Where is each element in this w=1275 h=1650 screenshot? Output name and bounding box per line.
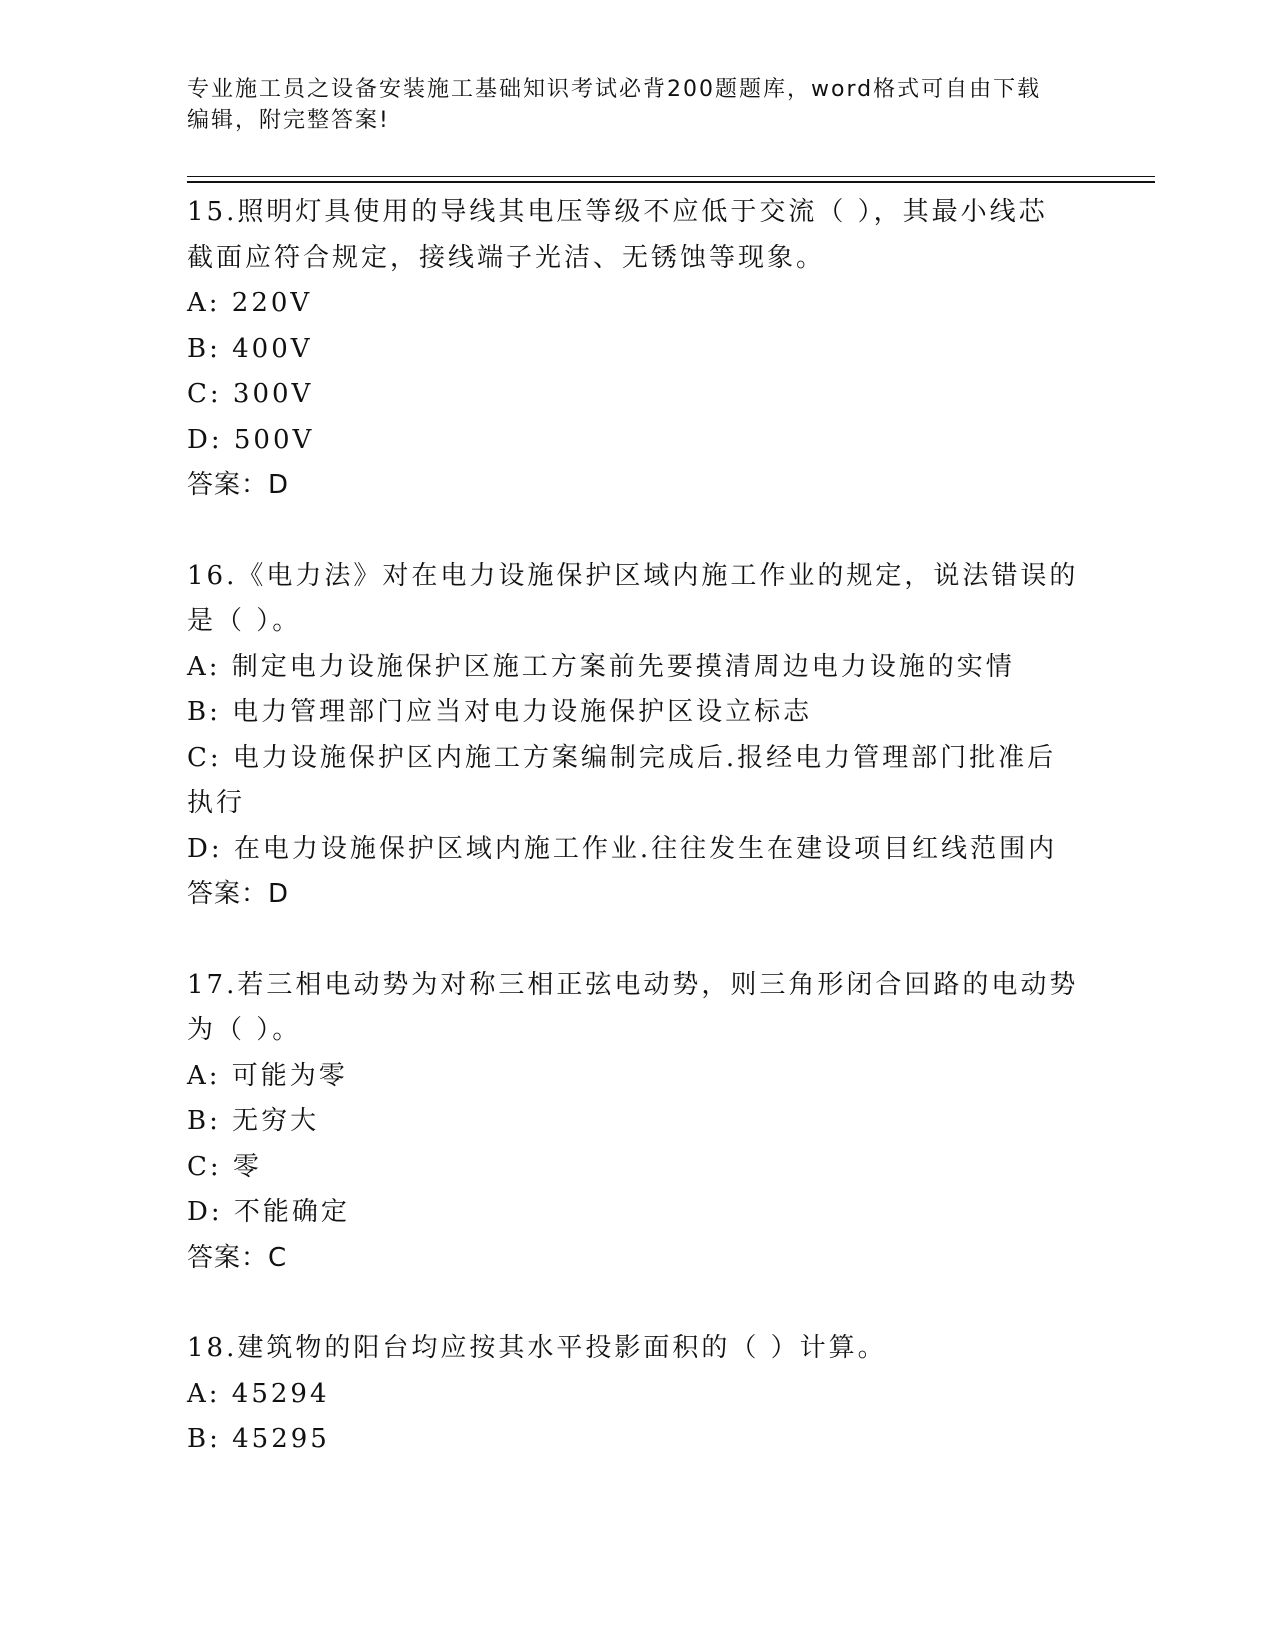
question-text: 16.《电力法》对在电力设施保护区域内施工作业的规定，说法错误的 [187, 560, 1079, 591]
option-c-continued: 执行 [187, 788, 246, 818]
question-17 [187, 963, 1087, 1282]
option-c: C: 电力设施保护区内施工方案编制完成后.报经电力管理部门批准后 [187, 742, 1057, 773]
option-d: D: 500V [187, 424, 315, 455]
header-line: 编辑，附完整答案! [187, 108, 390, 133]
document-header [187, 74, 1087, 136]
header-divider-thin [187, 176, 1155, 177]
question-text: 截面应符合规定，接线端子光洁、无锈蚀等现象。 [187, 242, 826, 273]
question-text: 18.建筑物的阳台均应按其水平投影面积的（ ）计算。 [187, 1333, 887, 1363]
option-c: C: 零 [187, 1151, 262, 1182]
question-15 [187, 190, 1087, 509]
option-b: B: 45295 [187, 1424, 330, 1454]
question-text: 17.若三相电动势为对称三相正弦电动势，则三角形闭合回路的电动势 [187, 969, 1079, 1000]
question-text: 15.照明灯具使用的导线其电压等级不应低于交流（ ），其最小线芯 [187, 197, 1048, 227]
option-a: A: 制定电力设施保护区施工方案前先要摸清周边电力设施的实情 [187, 651, 1015, 682]
answer: 答案：D [187, 470, 290, 500]
question-16 [187, 554, 1087, 918]
question-list [187, 190, 1087, 1463]
answer: 答案：C [187, 1242, 288, 1273]
option-b: B: 无穷大 [187, 1106, 320, 1136]
header-divider-thick [187, 181, 1155, 183]
option-a: A: 220V [187, 288, 313, 318]
option-d: D: 在电力设施保护区域内施工作业.往往发生在建设项目红线范围内 [187, 833, 1058, 864]
question-text: 为（ ）。 [187, 1015, 302, 1045]
question-text: 是（ ）。 [187, 606, 302, 636]
question-18 [187, 1326, 1087, 1463]
option-b: B: 400V [187, 333, 313, 364]
option-c: C: 300V [187, 379, 314, 409]
header-line: 专业施工员之设备安装施工基础知识考试必背200题题库，word格式可自由下载 [187, 77, 1042, 102]
option-d: D: 不能确定 [187, 1197, 350, 1227]
option-b: B: 电力管理部门应当对电力设施保护区设立标志 [187, 697, 813, 727]
answer: 答案：D [187, 879, 290, 909]
option-a: A: 可能为零 [187, 1060, 348, 1091]
option-a: A: 45294 [187, 1378, 330, 1409]
